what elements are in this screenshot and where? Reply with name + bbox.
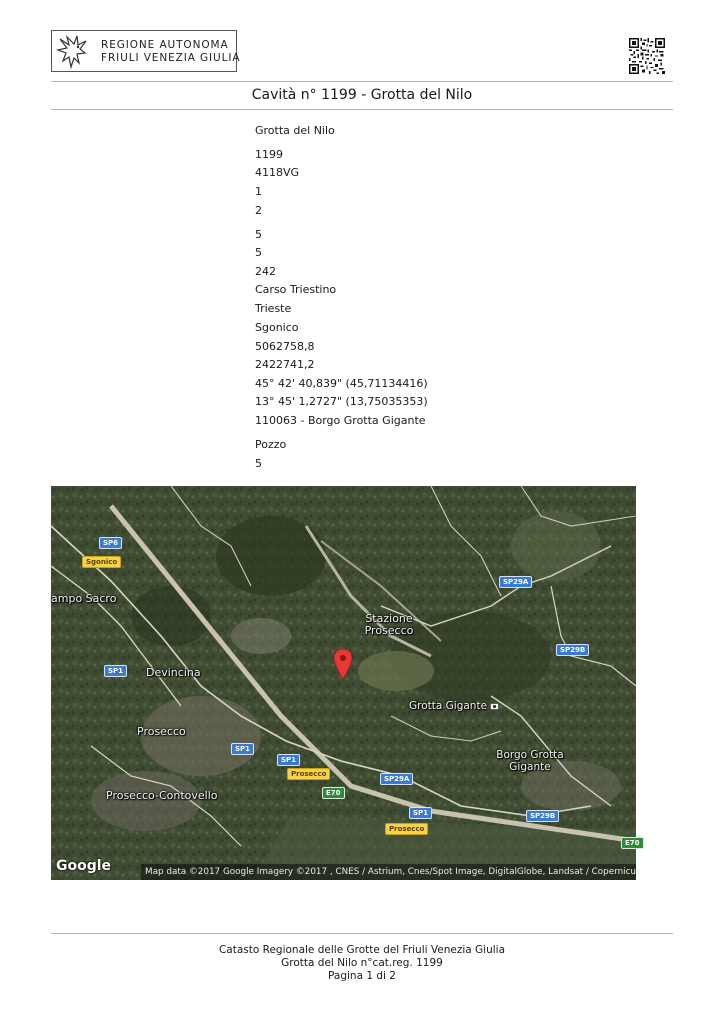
eagle-icon — [55, 33, 91, 70]
field-value-last: 5 — [255, 457, 262, 470]
map-pin-icon[interactable] — [334, 649, 352, 679]
map-label-devincina: Devincina — [146, 666, 201, 679]
field-area: Carso Triestino — [255, 283, 337, 296]
field-type: Pozzo — [255, 438, 287, 451]
footer-line-3: Pagina 1 di 2 — [328, 970, 396, 982]
field-value-3: 1 — [255, 185, 262, 198]
satellite-map[interactable] — [51, 486, 641, 880]
road-shield-sp1-bottom: SP1 — [409, 807, 432, 819]
road-shield-sgonico: Sgonico — [82, 556, 121, 568]
road-shield-sp29a-bottom: SP29A — [380, 773, 413, 785]
field-latitude: 45° 42' 40,839" (45,71134416) — [255, 377, 428, 390]
road-shield-sp1-lower: SP1 — [277, 754, 300, 766]
map-attribution: Map data ©2017 Google Imagery ©2017 , CNES / Astrium, Cnes/Spot Image, DigitalGlobe, Landsat / Copernicus — [141, 864, 636, 880]
field-name: Grotta del Nilo — [255, 124, 335, 137]
road-shield-e70-mid: E70 — [322, 787, 345, 799]
field-code: 4118VG — [255, 166, 300, 179]
region-logo — [51, 30, 241, 72]
header-divider-bottom — [51, 109, 673, 110]
qr-code-icon — [629, 38, 665, 74]
road-shield-e70-right: E70 — [621, 837, 644, 849]
map-label-prosecco: Prosecco — [137, 725, 186, 738]
camera-poi-icon — [490, 702, 499, 710]
field-value-4: 2 — [255, 204, 262, 217]
map-label-stazione — [359, 613, 419, 637]
road-shield-sp1-mid: SP1 — [231, 743, 254, 755]
map-label-borgo-grotta-gigante — [485, 749, 575, 773]
map-label-stazione-text: Stazione Prosecco — [364, 612, 414, 637]
field-value-6: 5 — [255, 246, 262, 259]
map-label-prosecco-contovello: Prosecco-Contovello — [106, 789, 218, 802]
page-title: Cavità n° 1199 - Grotta del Nilo — [251, 87, 473, 103]
google-logo: Google — [56, 858, 112, 874]
logo-line-1: REGIONE AUTONOMA — [101, 39, 229, 51]
road-shield-sp29b-bottom: SP29B — [526, 810, 559, 822]
field-municipality: Sgonico — [255, 321, 299, 334]
field-elevation: 242 — [255, 265, 276, 278]
field-north-coord: 5062758,8 — [255, 340, 315, 353]
road-shield-sp1-left: SP1 — [104, 665, 127, 677]
map-label-borgo-text: Borgo Grotta Gigante — [496, 749, 564, 773]
field-east-coord: 2422741,2 — [255, 358, 315, 371]
road-shield-prosecco-lower: Prosecco — [385, 823, 428, 835]
map-label-campo-sacro: ampo Sacro — [51, 592, 117, 605]
field-longitude: 13° 45' 1,2727" (13,75035353) — [255, 395, 428, 408]
logo-text — [101, 39, 240, 65]
footer-line-1: Catasto Regionale delle Grotte del Friuli Venezia Giulia — [218, 944, 506, 956]
road-shield-sp29a-top: SP29A — [499, 576, 532, 588]
field-value-5: 5 — [255, 228, 262, 241]
field-province: Trieste — [255, 302, 292, 315]
field-cat-number: 1199 — [255, 148, 283, 161]
road-shield-sp6: SP6 — [99, 537, 122, 549]
logo-line-2: FRIULI VENEZIA GIULIA — [101, 52, 241, 64]
header-divider-top — [51, 81, 673, 82]
footer-line-2: Grotta del Nilo n°cat.reg. 1199 — [281, 957, 443, 969]
map-label-grotta-gigante: Grotta Gigante — [409, 700, 488, 712]
field-locality: 110063 - Borgo Grotta Gigante — [255, 414, 426, 427]
road-shield-prosecco-upper: Prosecco — [287, 768, 330, 780]
footer-divider — [51, 933, 673, 934]
road-shield-sp29b-top: SP29B — [556, 644, 589, 656]
